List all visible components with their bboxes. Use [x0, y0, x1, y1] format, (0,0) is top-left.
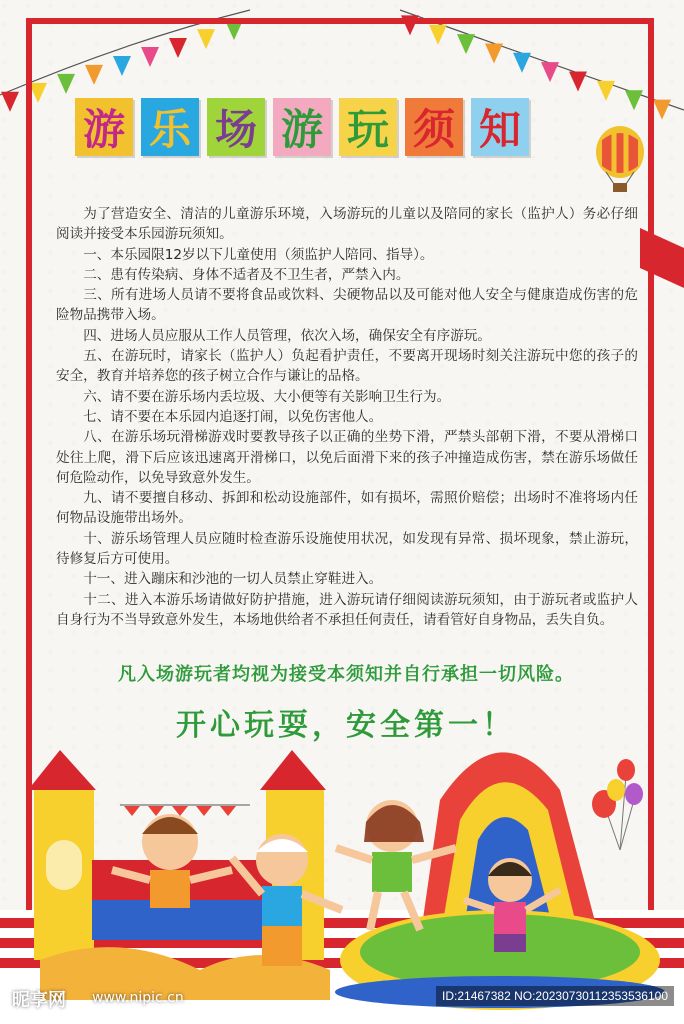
rule-item: 二、患有传染病、身体不适者及不卫生者，严禁入内。 [83, 266, 410, 283]
title-char-tile: 玩 [339, 98, 397, 156]
rule-item: 九、请不要擅自移动、拆卸和松动设施部件，如有损坏，需照价赔偿；出场时不准将场内任何物品设施带出场外。 [56, 490, 638, 527]
playground-illustration [0, 730, 684, 1024]
intro-paragraph: 为了营造安全、清洁的儿童游乐环境，入场游玩的儿童以及陪同的家长（监护人）务必仔细阅读并接受本乐园游玩须知。 [56, 206, 638, 243]
rule-item: 十一、进入蹦床和沙池的一切人员禁止穿鞋进入。 [83, 571, 383, 588]
watermark-id: ID:21467382 NO:20230730112353536100 [436, 986, 674, 1006]
bunting-flag [653, 100, 671, 120]
title-char-tile: 知 [471, 98, 529, 156]
bunting-flag [1, 92, 19, 112]
rule-item: 四、进场人员应服从工作人员管理，依次入场，确保安全有序游玩。 [83, 327, 491, 344]
rule-item: 七、请不要在本乐园内追逐打闹，以免伤害他人。 [83, 408, 383, 425]
rule-item: 一、本乐园限12岁以下儿童使用（须监护人陪同、指导）。 [83, 246, 434, 263]
title-char-tile: 游 [75, 98, 133, 156]
title-char-tile: 游 [273, 98, 331, 156]
watermark-url: www.nipic.cn [92, 990, 184, 1006]
rule-item: 十二、进入本游乐场请做好防护措施，进入游玩请仔细阅读游玩须知，由于游玩者或监护人自身行为不当导致意外发生，本场地供给者不承担任何责任，请看管好自身物品，丢失自负。 [56, 591, 638, 628]
title-char-tile: 场 [207, 98, 265, 156]
rule-item: 十、游乐场管理人员应随时检查游乐设施使用状况，如发现有异常、损坏现象，禁止游玩，待修复后方可使用。 [56, 530, 638, 568]
corner-ribbon [640, 228, 684, 288]
rule-item: 五、在游玩时，请家长（监护人）负起看护责任，不要离开现场时刻关注游玩中您的孩子的安全，教育并培养您的孩子树立合作与谦让的品格。 [56, 348, 638, 385]
title-char-tile: 乐 [141, 98, 199, 156]
balloons-icon [592, 759, 643, 850]
rule-item: 八、在游乐场玩滑梯游戏时要教导孩子以正确的坐势下滑，严禁头部朝下滑，不要从滑梯口处往上爬，滑下后应该迅速离开滑梯口，以免后面滑下来的孩子冲撞造成伤害，禁在游乐场做任何危险动作，以免导致意外发生。 [56, 429, 638, 486]
disclaimer-slogan: 凡入场游玩者均视为接受本须知并自行承担一切风险。 [118, 664, 574, 685]
rule-item: 三、所有进场人员请不要将食品或饮料、尖硬物品以及可能对他人安全与健康造成伤害的危险物品携带入场。 [56, 287, 638, 324]
page-title [75, 98, 529, 156]
safety-slogan: 开心玩耍，安全第一！ [176, 708, 516, 743]
watermark-brand: 昵享网 [12, 990, 66, 1011]
hot-air-balloon-icon [592, 126, 652, 196]
rules-text [56, 204, 638, 630]
rule-item: 六、请不要在游乐场内丢垃圾、大小便等有关影响卫生行为。 [83, 388, 451, 405]
title-char-tile: 须 [405, 98, 463, 156]
